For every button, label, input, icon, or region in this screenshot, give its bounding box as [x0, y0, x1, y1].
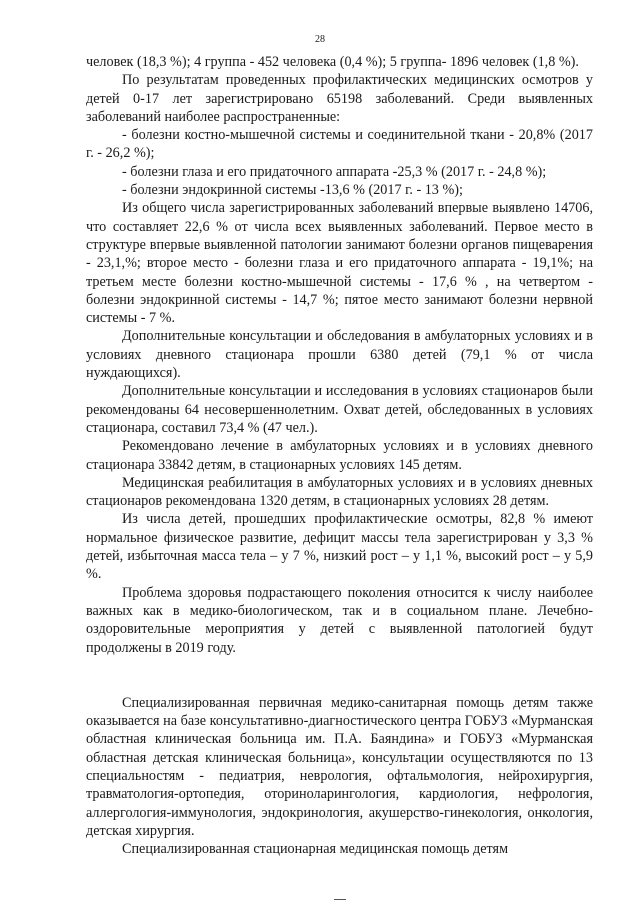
list-item-eye: - болезни глаза и его придаточного аппарата -25,3 % (2017 г. - 24,8 %); [122, 163, 547, 180]
paragraph-health-problem: Проблема здоровья подрастающего поколения относится к числу наиболее важных как в медико-биологическом, так и в социальном плане. Лечебно-оздоровительные мероприятия у детей с выявленной патологией будут продолжены в 2019 году. [86, 584, 593, 656]
page-edge-mark [334, 899, 346, 900]
paragraph-physical-development: Из числа детей, прошедших профилактические осмотры, 82,8 % имеют нормальное физическое развитие, дефицит массы тела зарегистрирован у 3,3 % детей, избыточная масса тела – у 7 %, низкий рост – у 1,1 %, высокий рост – у 5,9 %. [86, 511, 593, 583]
paragraph-additional-inpatient: Дополнительные консультации и исследования в условиях стационаров были рекомендованы 64 несовершеннолетним. Охват детей, обследованных в условиях стационара, составил 73,4 % (47 чел.). [86, 383, 593, 436]
paragraph-additional-outpatient: Дополнительные консультации и обследования в амбулаторных условиях и в условиях дневного стационара прошли 6380 детей (79,1 % от числа нуждающихся). [86, 328, 593, 382]
list-item-musculoskeletal: - болезни костно-мышечной системы и соединительной ткани - 20,8% (2017 г. - 26,2 %); [86, 127, 593, 162]
paragraph-rehabilitation: Медицинская реабилитация в амбулаторных условиях и в условиях дневных стационаров рекомендована 1320 детям, в стационарных условиях 28 детям. [86, 474, 593, 510]
page-number: 28 [315, 34, 325, 45]
paragraph-first-detected: Из общего числа зарегистрированных заболеваний впервые выявлено 14706, что составляет 22,6 % от числа всех выявленных заболеваний. Первое место в структуре впервые выявленной патологии занимают болезни органов пищеварения - 23,1,%; второе место - болезни глаза и его придаточного аппарата - 19,1%; на третьем месте болезни костно-мышечной системы - 17,6 % , на четвертом - болезни эндокринной системы - 14,7 %; пятое место занимают болезни нервной системы - 7 %. [86, 200, 593, 327]
paragraph-specialized-inpatient-care: Специализированная стационарная медицинская помощь детям [122, 841, 509, 858]
paragraph-specialized-primary-care: Специализированная первичная медико-санитарная помощь детям также оказывается на базе консультативно-диагностического центра ГОБУЗ «Мурманская областная клиническая больница им. П.А. Баяндина» и ГОБУЗ «Мурманская областная детская клиническая больница», консультации осуществляются по 13 специальностям - педиатрия, неврология, офтальмология, нейрохирургия, травматология-ортопедия, оториноларингология, кардиология, нефрология, аллергология-иммунология, эндокринология, акушерство-гинекология, онкология, детская хирургия. [86, 694, 593, 839]
list-item-endocrine: - болезни эндокринной системы -13,6 % (2017 г. - 13 %); [122, 182, 463, 199]
paragraph-group-counts: человек (18,3 %); 4 группа - 452 человека (0,4 %); 5 группа- 1896 человек (1,8 %). [86, 54, 579, 70]
paragraph-exam-results: По результатам проведенных профилактических медицинских осмотров у детей 0-17 лет зарегистрировано 65198 заболеваний. Среди выявленных заболеваний наиболее распространенные: [86, 72, 593, 125]
paragraph-treatment: Рекомендовано лечение в амбулаторных условиях и в условиях дневного стационара 33842 детям, в стационарных условиях 145 детям. [86, 438, 593, 473]
document-body [86, 53, 593, 858]
